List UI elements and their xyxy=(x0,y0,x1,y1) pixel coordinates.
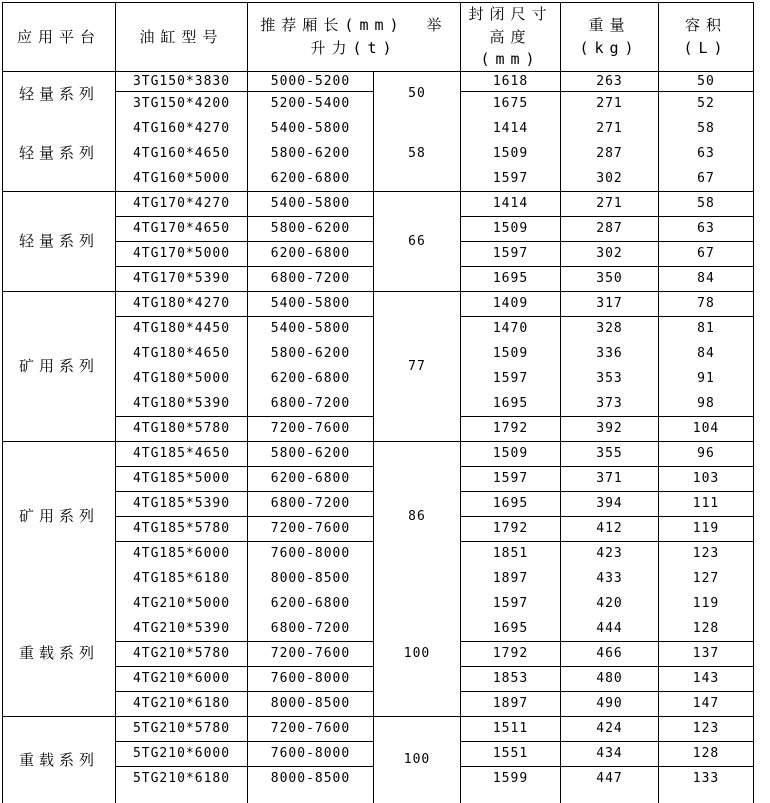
cell-closed-height: 1695 xyxy=(461,491,561,516)
cell-box-length: 6200-6800 xyxy=(248,241,374,266)
cell-volume: 78 xyxy=(659,291,754,316)
cell-box-length: 6200-6800 xyxy=(248,166,374,191)
cell-weight: 328 xyxy=(561,316,659,341)
cell-model: 3TG150*4200 xyxy=(116,91,248,116)
cell-weight: 287 xyxy=(561,141,659,166)
cell-closed-height: 1509 xyxy=(461,441,561,466)
cell-box-length: 6200-6800 xyxy=(248,366,374,391)
cell-model: 4TG170*4270 xyxy=(116,191,248,216)
cell-model: 5TG210*5780 xyxy=(116,716,248,741)
cell-weight: 420 xyxy=(561,591,659,616)
cell-box-length: 6200-6800 xyxy=(248,466,374,491)
cell-box-length: 8000-8500 xyxy=(248,691,374,716)
cell-lift-force: 100 xyxy=(374,716,461,803)
cell-box-length: 6800-7200 xyxy=(248,616,374,641)
cell-weight: 371 xyxy=(561,466,659,491)
cell-weight: 355 xyxy=(561,441,659,466)
cell-model: 4TG180*5780 xyxy=(116,416,248,441)
cell-closed-height: 1695 xyxy=(461,391,561,416)
header-closed-height: 封闭尺寸高度(mm) xyxy=(461,3,561,72)
cell-volume: 133 xyxy=(659,766,754,791)
cell-weight: 392 xyxy=(561,416,659,441)
cell-volume: 58 xyxy=(659,191,754,216)
cell-weight: 353 xyxy=(561,366,659,391)
cell-volume: 63 xyxy=(659,141,754,166)
cell-volume: 147 xyxy=(659,691,754,716)
cell-platform: 矿用系列 xyxy=(3,291,116,441)
cell-volume: 103 xyxy=(659,466,754,491)
cell-closed-height: 1695 xyxy=(461,616,561,641)
cell-model: 4TG170*4650 xyxy=(116,216,248,241)
cell-model: 4TG185*6180 xyxy=(116,566,248,591)
cell-volume: 127 xyxy=(659,566,754,591)
header-volume: 容积(L) xyxy=(659,3,754,72)
cell-volume: 67 xyxy=(659,241,754,266)
cell-volume: 104 xyxy=(659,416,754,441)
cell-closed-height: 1414 xyxy=(461,191,561,216)
cell-model: 4TG210*6180 xyxy=(116,691,248,716)
cell-box-length: 6800-7200 xyxy=(248,391,374,416)
header-box-length: 推荐厢长(mm) xyxy=(260,16,405,35)
cell-volume: 119 xyxy=(659,591,754,616)
cell-model: 4TG180*4270 xyxy=(116,291,248,316)
cell-platform: 重载系列 xyxy=(3,716,116,803)
cell-model: 3TG150*3830 xyxy=(116,71,248,91)
table-row xyxy=(3,116,754,141)
cell-weight: 317 xyxy=(561,291,659,316)
cell-box-length: 5800-6200 xyxy=(248,341,374,366)
table-row xyxy=(3,441,754,466)
cell-closed-height: 1792 xyxy=(461,416,561,441)
cell-volume: 128 xyxy=(659,616,754,641)
cell-platform: 重载系列 xyxy=(3,591,116,716)
table-row xyxy=(3,291,754,316)
cell-volume: 119 xyxy=(659,516,754,541)
cell-weight: 490 xyxy=(561,691,659,716)
cell-box-length: 8000-8500 xyxy=(248,766,374,791)
table-body xyxy=(3,71,754,803)
cell-weight: 433 xyxy=(561,566,659,591)
cell-closed-height: 1511 xyxy=(461,716,561,741)
stub-cell xyxy=(116,791,248,803)
cell-volume: 52 xyxy=(659,91,754,116)
cell-model: 4TG185*4650 xyxy=(116,441,248,466)
cell-box-length: 7200-7600 xyxy=(248,641,374,666)
cell-volume: 111 xyxy=(659,491,754,516)
stub-cell xyxy=(248,791,374,803)
cell-volume: 58 xyxy=(659,116,754,141)
cell-platform: 矿用系列 xyxy=(3,441,116,591)
cell-closed-height: 1597 xyxy=(461,241,561,266)
cell-closed-height: 1853 xyxy=(461,666,561,691)
cell-box-length: 5400-5800 xyxy=(248,291,374,316)
cell-model: 4TG180*5390 xyxy=(116,391,248,416)
cell-volume: 84 xyxy=(659,266,754,291)
cell-volume: 137 xyxy=(659,641,754,666)
table-row xyxy=(3,591,754,616)
cell-model: 4TG185*5000 xyxy=(116,466,248,491)
cell-model: 4TG210*6000 xyxy=(116,666,248,691)
cell-closed-height: 1409 xyxy=(461,291,561,316)
cell-weight: 412 xyxy=(561,516,659,541)
cell-weight: 394 xyxy=(561,491,659,516)
cell-volume: 67 xyxy=(659,166,754,191)
cell-weight: 287 xyxy=(561,216,659,241)
cell-model: 4TG210*5390 xyxy=(116,616,248,641)
spec-sheet xyxy=(2,2,754,803)
cell-closed-height: 1509 xyxy=(461,216,561,241)
header-platform: 应用平台 xyxy=(3,3,116,72)
cell-weight: 423 xyxy=(561,541,659,566)
cell-model: 4TG180*5000 xyxy=(116,366,248,391)
table-row xyxy=(3,716,754,741)
header-model: 油缸型号 xyxy=(116,3,248,72)
cell-closed-height: 1675 xyxy=(461,91,561,116)
cell-lift-force: 50 xyxy=(374,71,461,116)
cell-volume: 91 xyxy=(659,366,754,391)
cell-weight: 271 xyxy=(561,91,659,116)
cell-volume: 84 xyxy=(659,341,754,366)
cell-weight: 271 xyxy=(561,191,659,216)
cell-weight: 466 xyxy=(561,641,659,666)
cell-box-length: 5800-6200 xyxy=(248,141,374,166)
cell-volume: 50 xyxy=(659,71,754,91)
cell-closed-height: 1897 xyxy=(461,566,561,591)
cell-lift-force: 66 xyxy=(374,191,461,291)
stub-cell xyxy=(461,791,561,803)
cell-weight: 271 xyxy=(561,116,659,141)
cell-weight: 302 xyxy=(561,166,659,191)
cell-weight: 480 xyxy=(561,666,659,691)
cell-model: 5TG210*6180 xyxy=(116,766,248,791)
cell-closed-height: 1551 xyxy=(461,741,561,766)
cell-box-length: 6800-7200 xyxy=(248,266,374,291)
header-lift-force: 举升力(t) xyxy=(310,16,448,57)
cell-box-length: 5000-5200 xyxy=(248,71,374,91)
cell-closed-height: 1792 xyxy=(461,641,561,666)
cell-closed-height: 1509 xyxy=(461,341,561,366)
cell-box-length: 5400-5800 xyxy=(248,116,374,141)
header-weight: 重量(kg) xyxy=(561,3,659,72)
cell-weight: 444 xyxy=(561,616,659,641)
cell-model: 4TG185*6000 xyxy=(116,541,248,566)
cell-closed-height: 1509 xyxy=(461,141,561,166)
cell-box-length: 8000-8500 xyxy=(248,566,374,591)
cell-closed-height: 1597 xyxy=(461,591,561,616)
cell-volume: 81 xyxy=(659,316,754,341)
cell-weight: 434 xyxy=(561,741,659,766)
cell-weight: 373 xyxy=(561,391,659,416)
cell-model: 4TG160*4650 xyxy=(116,141,248,166)
cell-volume: 96 xyxy=(659,441,754,466)
cell-model: 4TG210*5000 xyxy=(116,591,248,616)
cell-weight: 263 xyxy=(561,71,659,91)
cell-volume: 123 xyxy=(659,541,754,566)
cell-closed-height: 1695 xyxy=(461,266,561,291)
cell-model: 4TG170*5390 xyxy=(116,266,248,291)
cell-platform: 轻量系列 xyxy=(3,71,116,116)
cell-closed-height: 1618 xyxy=(461,71,561,91)
cell-model: 4TG160*5000 xyxy=(116,166,248,191)
cell-closed-height: 1897 xyxy=(461,691,561,716)
cell-platform: 轻量系列 xyxy=(3,191,116,291)
cell-volume: 98 xyxy=(659,391,754,416)
cell-box-length: 5800-6200 xyxy=(248,441,374,466)
cell-weight: 350 xyxy=(561,266,659,291)
stub-cell xyxy=(561,791,659,803)
cell-box-length: 5800-6200 xyxy=(248,216,374,241)
cell-volume: 128 xyxy=(659,741,754,766)
cell-closed-height: 1597 xyxy=(461,466,561,491)
cell-weight: 447 xyxy=(561,766,659,791)
cell-model: 4TG185*5780 xyxy=(116,516,248,541)
cell-lift-force: 77 xyxy=(374,291,461,441)
cylinder-spec-table xyxy=(2,2,754,803)
table-row xyxy=(3,71,754,91)
cell-weight: 424 xyxy=(561,716,659,741)
cell-closed-height: 1792 xyxy=(461,516,561,541)
cell-box-length: 7600-8000 xyxy=(248,741,374,766)
cell-closed-height: 1597 xyxy=(461,166,561,191)
cell-lift-force: 100 xyxy=(374,591,461,716)
cell-box-length: 6800-7200 xyxy=(248,491,374,516)
cell-weight: 336 xyxy=(561,341,659,366)
table-row xyxy=(3,191,754,216)
cell-weight: 302 xyxy=(561,241,659,266)
cell-lift-force: 86 xyxy=(374,441,461,591)
cell-box-length: 5400-5800 xyxy=(248,191,374,216)
cell-model: 4TG210*5780 xyxy=(116,641,248,666)
cell-box-length: 5400-5800 xyxy=(248,316,374,341)
cell-box-length: 7200-7600 xyxy=(248,516,374,541)
cell-box-length: 7200-7600 xyxy=(248,416,374,441)
cell-closed-height: 1599 xyxy=(461,766,561,791)
stub-cell xyxy=(659,791,754,803)
cell-volume: 123 xyxy=(659,716,754,741)
cell-model: 5TG210*6000 xyxy=(116,741,248,766)
cell-volume: 63 xyxy=(659,216,754,241)
table-header xyxy=(3,3,754,72)
cell-closed-height: 1597 xyxy=(461,366,561,391)
cell-box-length: 7600-8000 xyxy=(248,541,374,566)
cell-box-length: 7200-7600 xyxy=(248,716,374,741)
cell-model: 4TG180*4650 xyxy=(116,341,248,366)
cell-model: 4TG170*5000 xyxy=(116,241,248,266)
cell-box-length: 6200-6800 xyxy=(248,591,374,616)
cell-box-length: 5200-5400 xyxy=(248,91,374,116)
cell-model: 4TG185*5390 xyxy=(116,491,248,516)
cell-closed-height: 1414 xyxy=(461,116,561,141)
cell-closed-height: 1851 xyxy=(461,541,561,566)
cell-lift-force: 58 xyxy=(374,116,461,191)
cell-box-length: 7600-8000 xyxy=(248,666,374,691)
header-row xyxy=(3,3,754,72)
cell-model: 4TG160*4270 xyxy=(116,116,248,141)
cell-model: 4TG180*4450 xyxy=(116,316,248,341)
cell-closed-height: 1470 xyxy=(461,316,561,341)
cell-volume: 143 xyxy=(659,666,754,691)
header-box-and-lift xyxy=(248,3,461,72)
cell-platform: 轻量系列 xyxy=(3,116,116,191)
